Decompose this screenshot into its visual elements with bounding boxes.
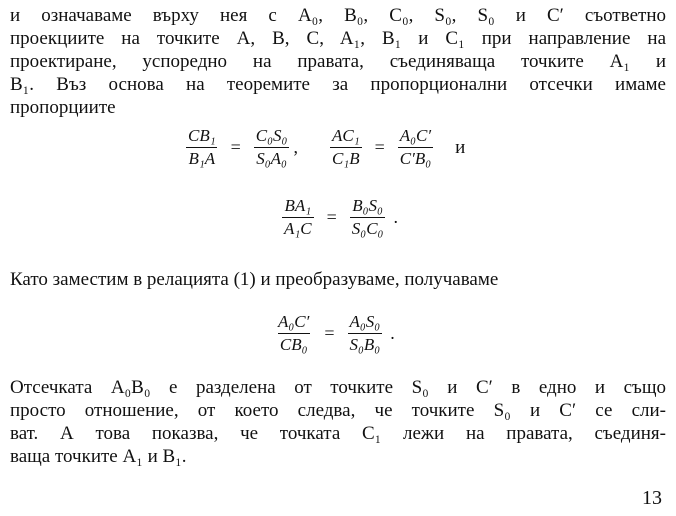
equals-sign: = [326,207,337,227]
text-line: пропорциите [10,97,116,118]
text-line: Като заместим в релацията (1) и преобразуваме, получаваме [10,269,499,290]
denominator: A₁C [284,219,312,238]
text-line: ваща точките A₁ и B₁. [10,446,187,467]
fraction [350,196,386,239]
fraction [282,196,314,239]
numerator: C₀S₀ [255,126,288,145]
denominator: C₁B [331,149,360,168]
numerator: A₀C′ [399,126,432,145]
denominator: S₀A₀ [256,149,287,168]
numerator: A₀S₀ [349,312,381,331]
numerator: A₀C′ [278,312,310,331]
denominator: S₀B₀ [349,335,381,354]
equation-proportions-2 [278,196,407,239]
text-line: и означаваме върху нея с A₀, B₀, C₀, S₀, S₀ и C′ съответно [10,5,666,26]
equals-sign: = [374,137,385,157]
equals-sign: = [324,323,335,343]
text-line: проекциите на точките A, B, C, A₁, B₁ и C₁ при направление на [10,28,666,49]
numerator: B₀S₀ [352,196,383,215]
text-line: ват. А това показва, че точката C₁ лежи на правата, съединя- [10,423,666,444]
denominator: B₁A [188,149,216,168]
fraction [186,126,218,169]
numerator: BA₁ [284,196,312,215]
page-number: 13 [642,487,662,509]
denominator: C′B₀ [399,149,432,168]
text-line: просто отношение, от което следва, че точките S₀ и C′ се сли- [10,400,666,421]
text-line: B₁. Въз основа на теоремите за пропорционални отсечки имаме [10,74,666,95]
paragraph-projections [10,4,666,119]
fraction [254,126,290,169]
comma: , [293,137,298,157]
fraction [276,312,311,355]
paragraph-conclusion [10,376,666,468]
equals-sign: = [230,137,241,157]
conjunction-word: и [455,136,466,158]
text-line: проектиране, успоредно на правата, съединяваща точките A₁ и [10,51,666,72]
fraction [398,126,433,169]
text-line: Отсечката A₀B₀ е разделена от точките S₀ и C′ в едно и също [10,377,666,398]
numerator: CB₁ [188,126,216,145]
fraction [348,312,383,355]
paragraph-substitution [10,268,666,291]
numerator: AC₁ [331,126,360,145]
equation-result [272,312,404,355]
denominator: CB₀ [279,335,308,354]
fraction [330,126,362,169]
denominator: S₀C₀ [351,219,384,238]
period: . [393,207,398,227]
period: . [390,323,395,343]
equation-proportions-1 [182,126,465,169]
